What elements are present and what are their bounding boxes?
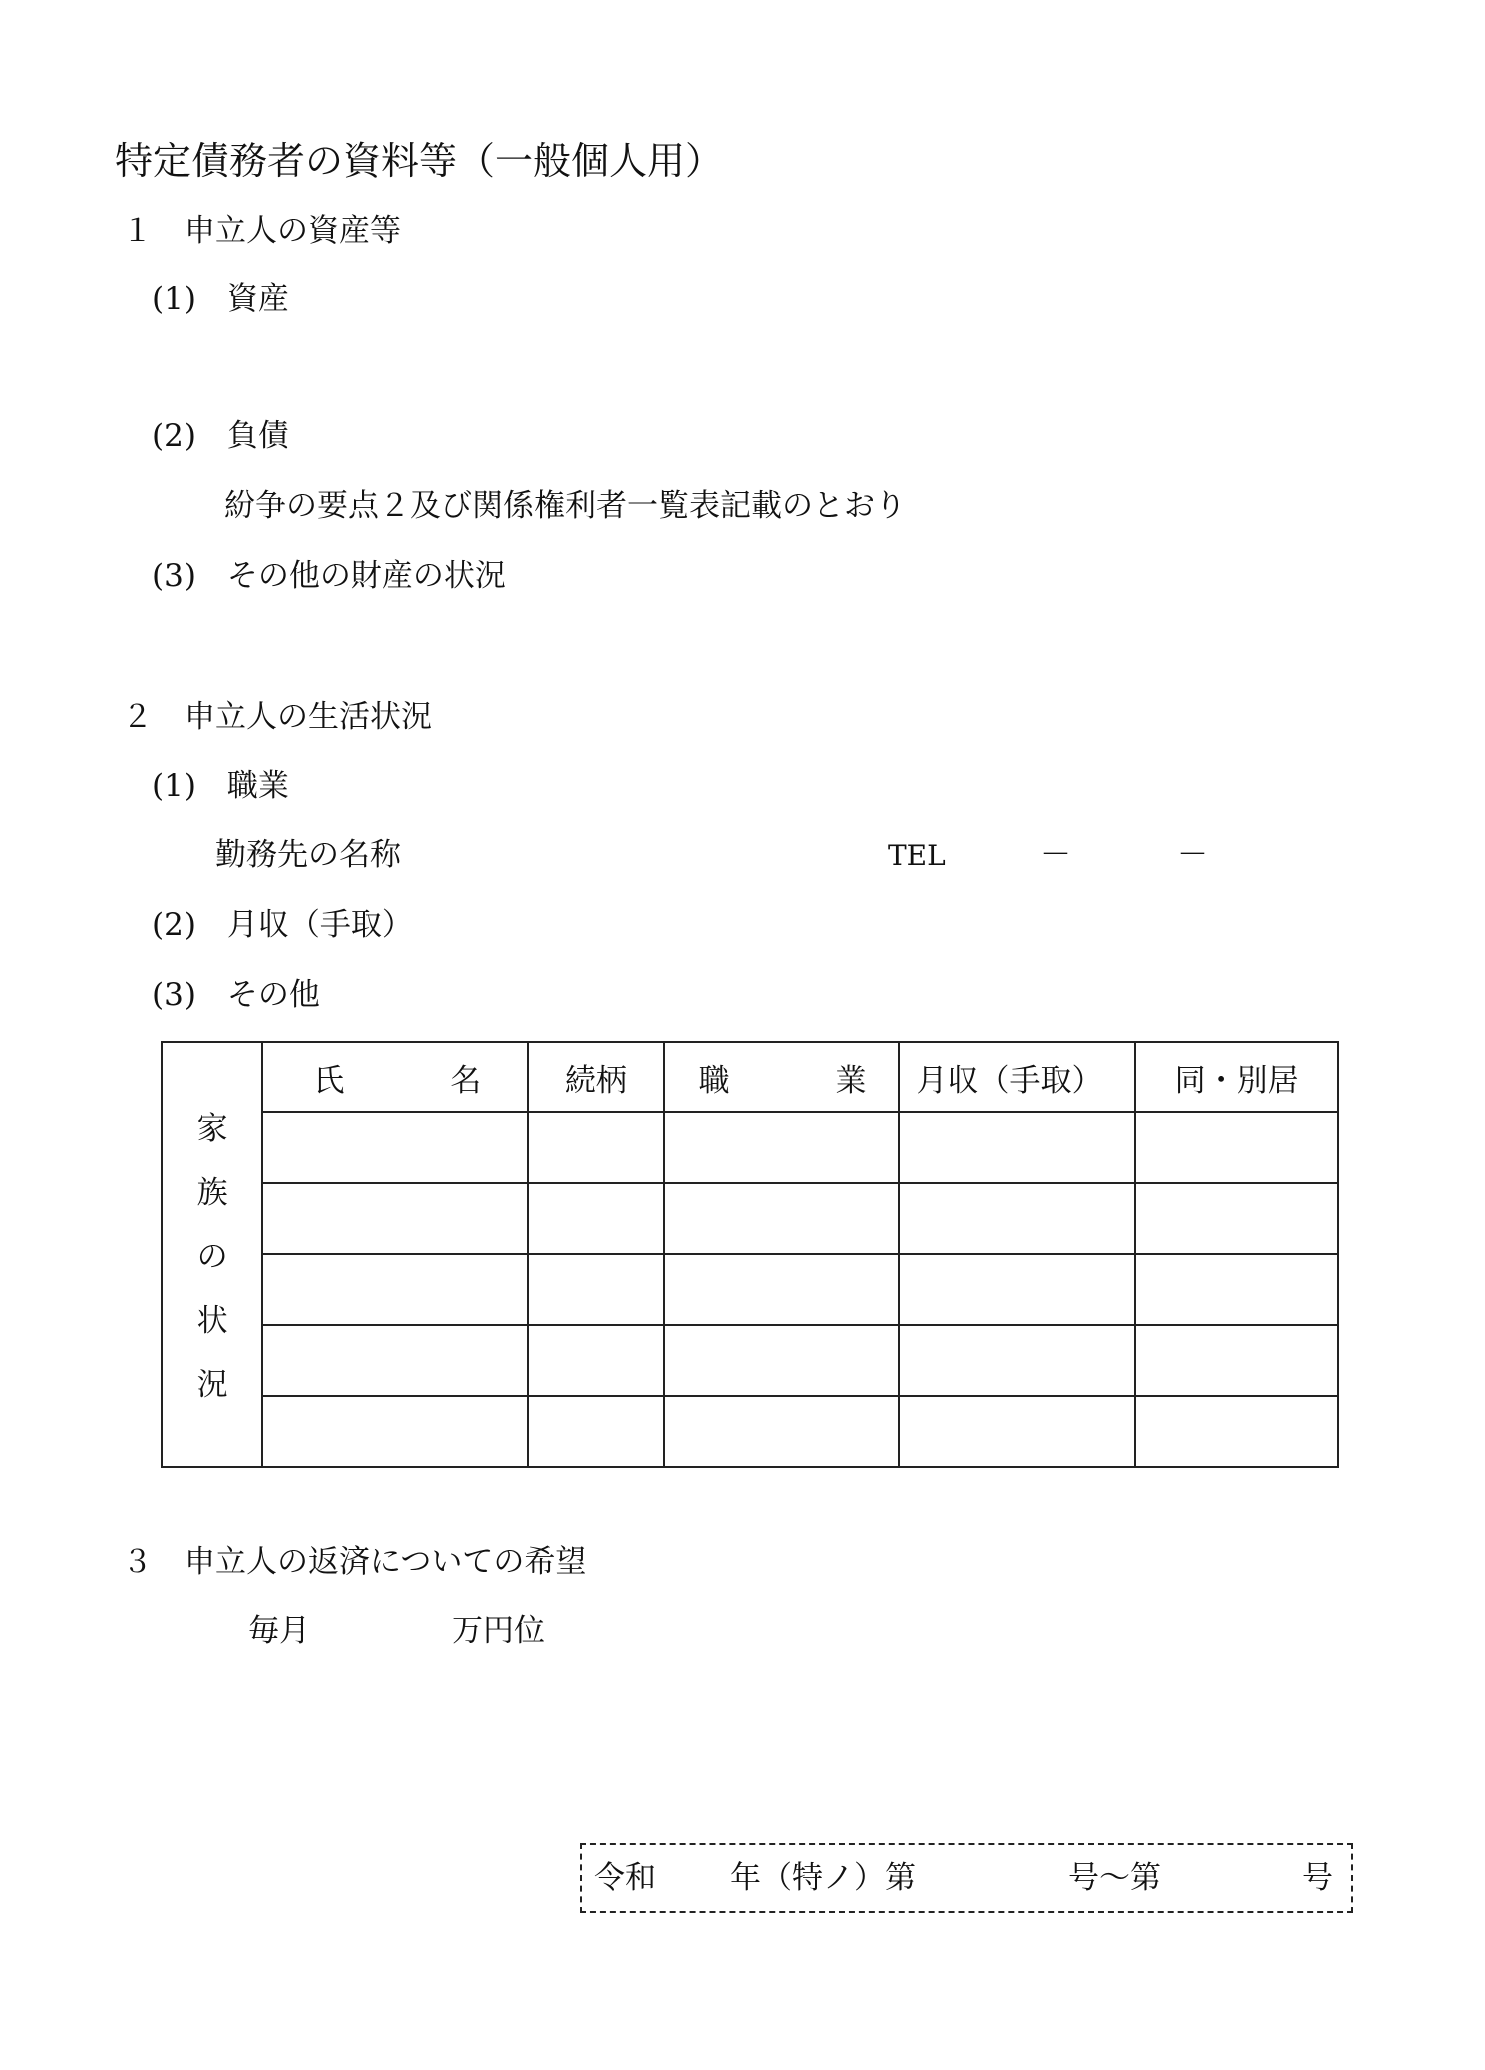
section2-heading: ２ 申立人の生活状況	[122, 699, 432, 735]
cell-monthly-income[interactable]	[899, 1183, 1135, 1254]
side-char: 状	[196, 1303, 228, 1339]
section2-item-occupation: (1) 職業	[152, 768, 289, 804]
table-header-row	[162, 1042, 1338, 1112]
table-row	[162, 1112, 1338, 1183]
cell-occupation[interactable]	[664, 1183, 900, 1254]
cell-relation[interactable]	[528, 1112, 663, 1183]
side-char: 況	[196, 1367, 228, 1403]
amount-unit-label: 万円位	[452, 1613, 545, 1649]
cell-residence[interactable]	[1135, 1254, 1338, 1325]
cell-relation[interactable]	[528, 1325, 663, 1396]
cell-residence[interactable]	[1135, 1183, 1338, 1254]
case-number-end: 号	[1302, 1860, 1333, 1896]
section3-heading: ３ 申立人の返済についての希望	[122, 1544, 587, 1580]
cell-occupation[interactable]	[664, 1112, 900, 1183]
header-name-part: 氏	[313, 1062, 345, 1099]
tel-dash-2: －	[1177, 837, 1208, 873]
cell-name[interactable]	[262, 1396, 528, 1467]
case-year-part: 年（特ノ）第	[730, 1860, 916, 1896]
case-number-box	[580, 1843, 1353, 1913]
cell-monthly-income[interactable]	[899, 1325, 1135, 1396]
header-monthly-income	[899, 1042, 1135, 1112]
cell-occupation[interactable]	[664, 1254, 900, 1325]
cell-residence[interactable]	[1135, 1112, 1338, 1183]
tel-dash-1: －	[1040, 837, 1071, 873]
table-row	[162, 1254, 1338, 1325]
table-row	[162, 1183, 1338, 1254]
header-occupation	[664, 1042, 900, 1112]
table-row	[162, 1325, 1338, 1396]
section1-heading: １ 申立人の資産等	[122, 213, 401, 249]
cell-monthly-income[interactable]	[899, 1254, 1135, 1325]
side-char: の	[196, 1239, 228, 1275]
monthly-label: 毎月	[248, 1613, 310, 1649]
cell-residence[interactable]	[1135, 1396, 1338, 1467]
section1-debts-detail: 紛争の要点２及び関係権利者一覧表記載のとおり	[224, 488, 906, 524]
cell-name[interactable]	[262, 1112, 528, 1183]
cell-monthly-income[interactable]	[899, 1112, 1135, 1183]
employer-name-label: 勤務先の名称	[215, 837, 401, 873]
header-residence: 同・別居	[1135, 1042, 1338, 1112]
cell-relation[interactable]	[528, 1254, 663, 1325]
tel-label: TEL	[888, 839, 946, 872]
document-title: 特定債務者の資料等（一般個人用）	[115, 139, 724, 183]
section2-item-other: (3) その他	[152, 977, 320, 1013]
header-monthly-income-label: 月収（手取）	[916, 1062, 1103, 1099]
side-char: 族	[196, 1175, 228, 1211]
section2-item-income: (2) 月収（手取）	[152, 907, 413, 943]
cell-relation[interactable]	[528, 1396, 663, 1467]
cell-occupation[interactable]	[664, 1325, 900, 1396]
side-char: 家	[196, 1111, 228, 1147]
cell-monthly-income[interactable]	[899, 1396, 1135, 1467]
section1-item-debts: (2) 負債	[152, 418, 289, 454]
cell-name[interactable]	[262, 1325, 528, 1396]
section1-item-assets: (1) 資産	[152, 281, 289, 317]
cell-name[interactable]	[262, 1254, 528, 1325]
header-relation: 続柄	[528, 1042, 663, 1112]
case-number-mid: 号～第	[1068, 1860, 1161, 1896]
family-status-side-label	[162, 1042, 262, 1467]
section1-item-other-property: (3) その他の財産の状況	[152, 558, 506, 594]
cell-residence[interactable]	[1135, 1325, 1338, 1396]
header-name	[262, 1042, 528, 1112]
family-status-table	[161, 1041, 1339, 1468]
case-era: 令和	[594, 1860, 656, 1896]
cell-occupation[interactable]	[664, 1396, 900, 1467]
table-row	[162, 1396, 1338, 1467]
cell-relation[interactable]	[528, 1183, 663, 1254]
header-occupation-part: 職	[698, 1062, 730, 1099]
header-occupation-part: 業	[835, 1062, 867, 1099]
header-name-part: 名	[450, 1062, 482, 1099]
cell-name[interactable]	[262, 1183, 528, 1254]
